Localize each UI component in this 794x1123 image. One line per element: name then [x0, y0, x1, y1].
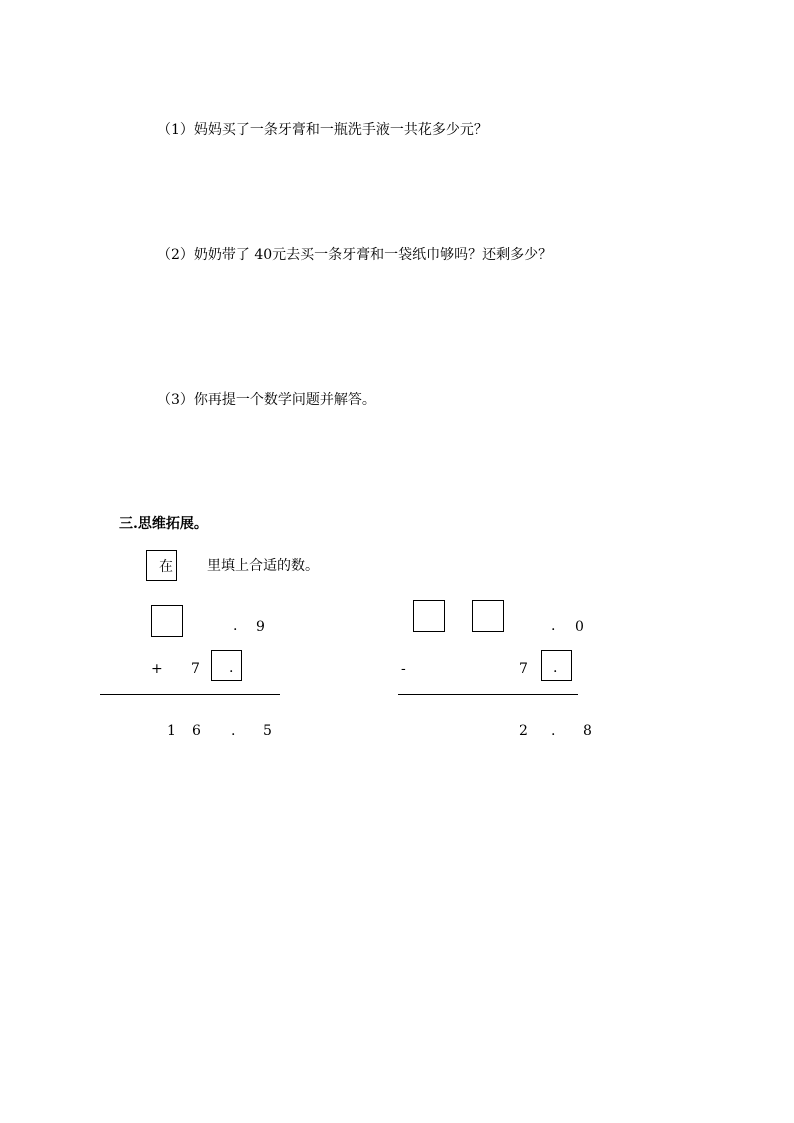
problem-a-result-1: 1 — [167, 723, 176, 739]
problem-b-box-dot: . — [553, 660, 558, 676]
question-2: （2）奶奶带了 40元去买一条牙膏和一袋纸巾够吗？还剩多少？ — [157, 247, 553, 263]
problem-a-sum-line — [100, 694, 280, 695]
problem-b-result-dot: . — [551, 723, 556, 739]
question-1: （1）妈妈买了一条牙膏和一瓶洗手液一共花多少元？ — [157, 122, 488, 138]
problem-a-result-5: 5 — [263, 723, 272, 739]
problem-b-minus-sign: - — [401, 661, 406, 677]
problem-b-digit-seven: 7 — [519, 661, 528, 677]
answer-box-b1[interactable] — [413, 600, 445, 632]
problem-a-digit-seven: 7 — [191, 661, 200, 677]
problem-b-difference-line — [398, 694, 578, 695]
answer-box-a1[interactable] — [151, 605, 183, 637]
section-title: 三.思维拓展。 — [119, 516, 208, 532]
instruction-text: 里填上合适的数。 — [207, 558, 319, 574]
problem-a-digit-nine: 9 — [256, 619, 265, 635]
problem-b-digit-zero: 0 — [575, 619, 584, 635]
problem-b-dot-top: . — [551, 618, 556, 634]
problem-a-result-dot: . — [231, 723, 236, 739]
answer-box-a2[interactable] — [211, 650, 242, 681]
problem-a-result-6: 6 — [192, 723, 201, 739]
answer-box-b2[interactable] — [472, 600, 504, 632]
problem-a-dot-top: . — [233, 618, 238, 634]
question-3: （3）你再提一个数学问题并解答。 — [157, 392, 376, 408]
problem-b-result-2: 2 — [519, 723, 528, 739]
problem-b-result-8: 8 — [583, 723, 592, 739]
instruction-box-char: 在 — [159, 559, 173, 575]
problem-a-box-dot: . — [229, 660, 234, 676]
problem-a-plus-sign: + — [151, 661, 163, 677]
